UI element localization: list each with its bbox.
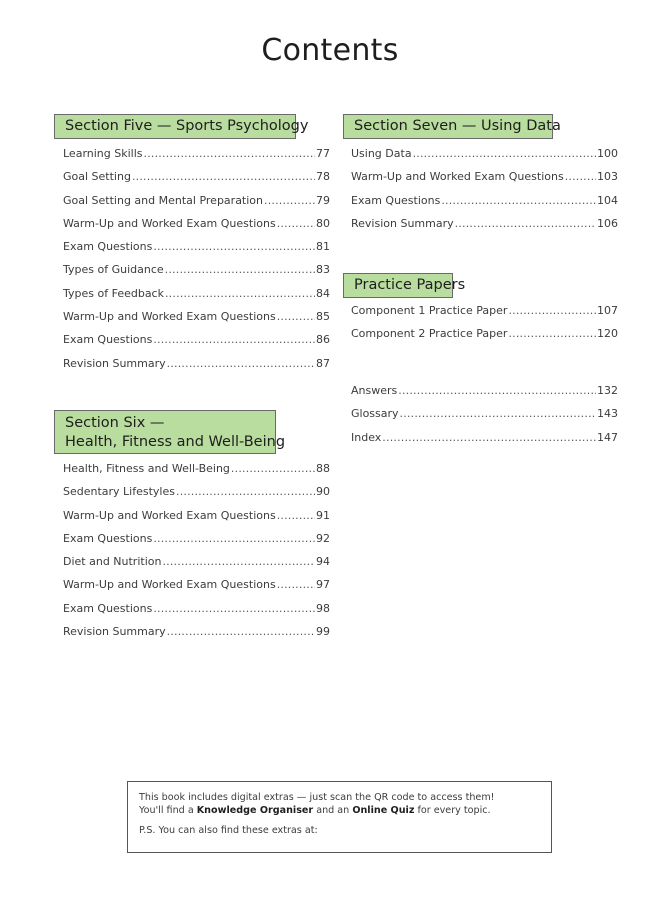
toc-entry-page: 104 — [597, 193, 618, 207]
toc-entry-title: Warm-Up and Worked Exam Questions — [63, 508, 276, 522]
dot-leader — [413, 142, 596, 165]
toc-entry-page: 86 — [316, 333, 330, 347]
dot-leader — [153, 527, 315, 550]
toc-entry-title: Goal Setting — [63, 170, 131, 184]
toc-entry-page: 107 — [597, 304, 618, 317]
dot-leader — [231, 457, 315, 480]
digital-extras-box — [127, 781, 552, 853]
dot-leader — [153, 328, 315, 351]
section-six-list — [54, 457, 330, 643]
toc-entry-title: Using Data — [351, 147, 412, 160]
toc-entry-page: 90 — [316, 485, 330, 499]
toc-entry-page: 143 — [597, 407, 618, 421]
dot-leader — [565, 165, 596, 188]
toc-entry-page: 99 — [316, 625, 330, 639]
toc-entry-page: 85 — [316, 310, 330, 324]
toc-entry-title: Exam Questions — [63, 531, 153, 545]
toc-entry-title: Revision Summary — [63, 356, 166, 370]
dot-leader — [165, 282, 315, 305]
toc-entry-title: Component 1 Practice Paper — [351, 304, 508, 317]
section-six — [54, 410, 330, 643]
knowledge-organiser-label: Knowledge Organiser — [196, 805, 314, 816]
toc-entry[interactable] — [63, 597, 330, 620]
toc-entry-page: 87 — [316, 356, 330, 370]
section-five-heading[interactable]: Section Five — Sports Psychology — [54, 114, 296, 139]
toc-entry-title: Exam Questions — [63, 601, 153, 615]
toc-entry[interactable] — [63, 527, 330, 550]
toc-entry-page: 92 — [316, 531, 330, 545]
toc-entry-page: 88 — [316, 462, 330, 475]
toc-entry[interactable] — [351, 142, 618, 165]
dot-leader — [167, 352, 315, 375]
practice-papers-list — [343, 299, 618, 346]
dot-leader — [153, 235, 315, 258]
dot-leader — [165, 258, 315, 281]
toc-entry[interactable] — [63, 189, 330, 212]
toc-entry-title: Types of Guidance — [63, 263, 164, 277]
toc-entry[interactable] — [63, 480, 330, 503]
toc-entry-title: Warm-Up and Worked Exam Questions — [63, 578, 276, 592]
toc-entry-page: 79 — [316, 193, 330, 207]
toc-entry[interactable] — [63, 573, 330, 596]
toc-entry[interactable] — [351, 212, 618, 235]
toc-entry[interactable] — [63, 235, 330, 258]
toc-entry[interactable] — [351, 426, 618, 449]
dot-leader — [455, 212, 596, 235]
toc-entry-page: 77 — [316, 147, 330, 160]
toc-entry-page: 78 — [316, 170, 330, 184]
dot-leader — [441, 189, 596, 212]
toc-entry[interactable] — [63, 305, 330, 328]
dot-leader — [400, 402, 596, 425]
dot-leader — [398, 379, 596, 402]
toc-entry-title: Diet and Nutrition — [63, 555, 162, 569]
end-matter — [343, 379, 618, 449]
dot-leader — [162, 550, 315, 573]
section-five-list — [54, 142, 330, 375]
section-five — [54, 114, 330, 375]
toc-entry-page: 120 — [597, 327, 618, 341]
dot-leader — [167, 620, 315, 643]
toc-entry-title: Goal Setting and Mental Preparation — [63, 193, 264, 207]
toc-entry-page: 97 — [316, 578, 330, 592]
toc-entry-page: 147 — [597, 430, 618, 444]
dot-leader — [277, 504, 315, 527]
toc-entry-title: Glossary — [351, 407, 399, 421]
toc-entry-page: 98 — [316, 601, 330, 615]
practice-papers-heading[interactable]: Practice Papers — [343, 273, 453, 298]
toc-entry[interactable] — [63, 212, 330, 235]
extras-ps: P.S. You can also find these extras at: — [139, 825, 318, 836]
toc-entry[interactable] — [63, 550, 330, 573]
toc-entry-title: Exam Questions — [63, 333, 153, 347]
toc-entry-title: Learning Skills — [63, 147, 143, 160]
toc-entry-page: 80 — [316, 216, 330, 230]
section-seven-heading[interactable]: Section Seven — Using Data — [343, 114, 553, 139]
toc-entry-page: 81 — [316, 240, 330, 254]
toc-entry-page: 84 — [316, 286, 330, 300]
end-matter-list — [343, 379, 618, 449]
toc-entry-title: Component 2 Practice Paper — [351, 327, 508, 341]
toc-entry[interactable] — [63, 457, 330, 480]
dot-leader — [508, 322, 596, 345]
toc-entry-page: 83 — [316, 263, 330, 277]
dot-leader — [277, 305, 315, 328]
dot-leader — [382, 426, 596, 449]
toc-entry-page: 132 — [597, 384, 618, 397]
toc-entry-title: Exam Questions — [351, 193, 441, 207]
toc-entry-page: 94 — [316, 555, 330, 569]
practice-papers — [343, 273, 618, 346]
toc-entry[interactable] — [351, 402, 618, 425]
toc-entry[interactable] — [351, 299, 618, 322]
dot-leader — [277, 573, 315, 596]
toc-entry[interactable] — [63, 165, 330, 188]
toc-entry[interactable] — [63, 282, 330, 305]
toc-entry-title: Warm-Up and Worked Exam Questions — [351, 170, 564, 184]
toc-entry[interactable] — [351, 322, 618, 345]
toc-entry[interactable] — [63, 352, 330, 375]
toc-entry-title: Answers — [351, 384, 398, 397]
toc-entry-title: Warm-Up and Worked Exam Questions — [63, 216, 276, 230]
extras-line-2: You'll find a Knowledge Organiser and an Online Quiz for every topic. — [139, 805, 491, 816]
toc-entry-title: Types of Feedback — [63, 286, 164, 300]
extras-line-1: This book includes digital extras — just scan the QR code to access them! — [139, 792, 495, 803]
dot-leader — [132, 165, 315, 188]
toc-entry-title: Revision Summary — [63, 625, 166, 639]
section-seven-list — [343, 142, 618, 235]
toc-entry-page: 91 — [316, 508, 330, 522]
toc-entry[interactable] — [63, 504, 330, 527]
dot-leader — [277, 212, 315, 235]
dot-leader — [264, 189, 315, 212]
dot-leader — [176, 480, 315, 503]
toc-entry[interactable] — [63, 328, 330, 351]
dot-leader — [508, 299, 596, 322]
toc-entry-title: Health, Fitness and Well-Being — [63, 462, 230, 475]
section-six-heading[interactable]: Section Six — Health, Fitness and Well-Being — [54, 410, 276, 454]
dot-leader — [153, 597, 315, 620]
page-title: Contents — [261, 33, 399, 68]
toc-entry[interactable] — [63, 142, 330, 165]
toc-entry[interactable] — [351, 379, 618, 402]
toc-entry[interactable] — [63, 258, 330, 281]
toc-entry-page: 106 — [597, 216, 618, 230]
toc-entry[interactable] — [63, 620, 330, 643]
toc-entry-title: Revision Summary — [351, 216, 454, 230]
section-seven — [343, 114, 618, 235]
toc-entry[interactable] — [351, 189, 618, 212]
dot-leader — [144, 142, 315, 165]
toc-entry-page: 100 — [597, 147, 618, 160]
toc-entry[interactable] — [351, 165, 618, 188]
toc-entry-title: Warm-Up and Worked Exam Questions — [63, 310, 276, 324]
toc-entry-title: Exam Questions — [63, 240, 153, 254]
toc-entry-title: Index — [351, 430, 382, 444]
toc-entry-page: 103 — [597, 170, 618, 184]
toc-entry-title: Sedentary Lifestyles — [63, 485, 175, 499]
online-quiz-label: Online Quiz — [352, 805, 415, 816]
